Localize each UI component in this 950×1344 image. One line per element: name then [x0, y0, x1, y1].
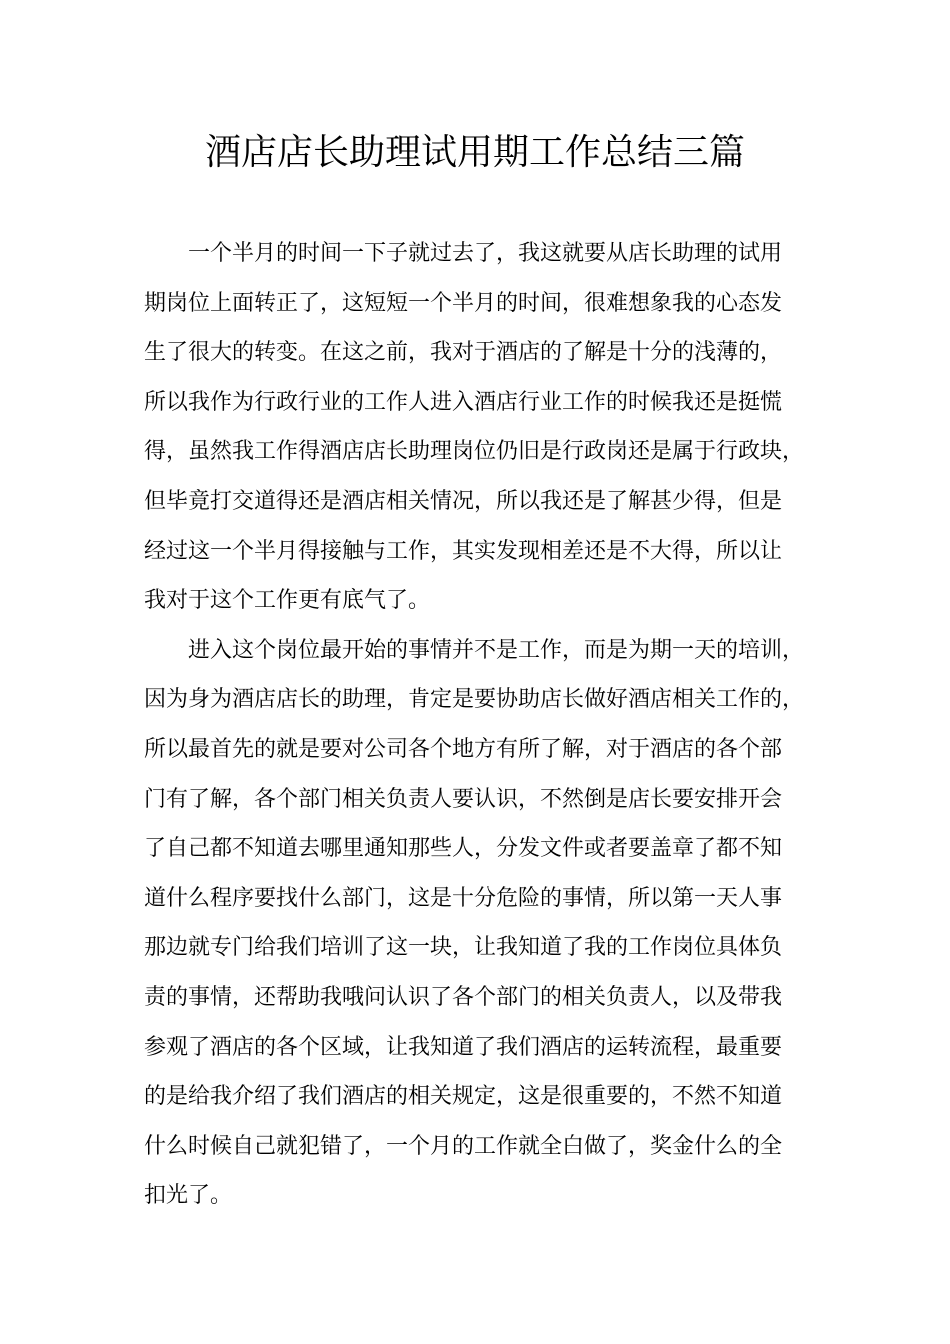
paragraph-2 [144, 626, 820, 1221]
paragraph-line: 经过这一个半月得接触与工作，其实发现相差还是不大得，所以让 [144, 538, 783, 564]
paragraph-line: 门有了解，各个部门相关负责人要认识，不然倒是店长要安排开会 [144, 786, 783, 812]
paragraph-line: 我对于这个工作更有底气了。 [144, 588, 431, 614]
paragraph-line: 道什么程序要找什么部门，这是十分危险的事情，所以第一天人事 [144, 885, 783, 911]
paragraph-line: 一个半月的时间一下子就过去了，我这就要从店长助理的试用 [188, 241, 783, 266]
paragraph-1 [144, 229, 820, 626]
paragraph-line: 什么时候自己就犯错了，一个月的工作就全白做了，奖金什么的全 [144, 1133, 783, 1159]
paragraph-line: 因为身为酒店店长的助理，肯定是要协助店长做好酒店相关工作的， [144, 687, 805, 713]
paragraph-line: 进入这个岗位最开始的事情并不是工作，而是为期一天的培训， [188, 637, 805, 663]
paragraph-line: 了自己都不知道去哪里通知那些人，分发文件或者要盖章了都不知 [144, 836, 783, 862]
paragraph-line: 所以最首先的就是要对公司各个地方有所了解，对于酒店的各个部 [144, 736, 783, 762]
paragraph-line: 那边就专门给我们培训了这一块，让我知道了我的工作岗位具体负 [144, 935, 783, 961]
paragraph-line: 责的事情，还帮助我哦问认识了各个部门的相关负责人，以及带我 [144, 984, 783, 1010]
paragraph-line: 的是给我介绍了我们酒店的相关规定，这是很重要的，不然不知道 [144, 1084, 783, 1110]
paragraph-line: 得，虽然我工作得酒店店长助理岗位仍旧是行政岗还是属于行政块， [144, 439, 805, 465]
paragraph-line: 期岗位上面转正了，这短短一个半月的时间，很难想象我的心态发 [144, 290, 783, 316]
paragraph-line: 扣光了。 [144, 1183, 233, 1209]
paragraph-line: 参观了酒店的各个区域，让我知道了我们酒店的运转流程，最重要 [144, 1034, 783, 1060]
paragraph-line: 生了很大的转变。在这之前，我对于酒店的了解是十分的浅薄的， [144, 340, 783, 366]
paragraph-line: 所以我作为行政行业的工作人进入酒店行业工作的时候我还是挺慌 [144, 389, 783, 415]
document-title: 酒店店长助理试用期工作总结三篇 [204, 132, 745, 173]
document-body [144, 229, 820, 1221]
paragraph-line: 但毕竟打交道得还是酒店相关情况，所以我还是了解甚少得，但是 [144, 488, 783, 514]
